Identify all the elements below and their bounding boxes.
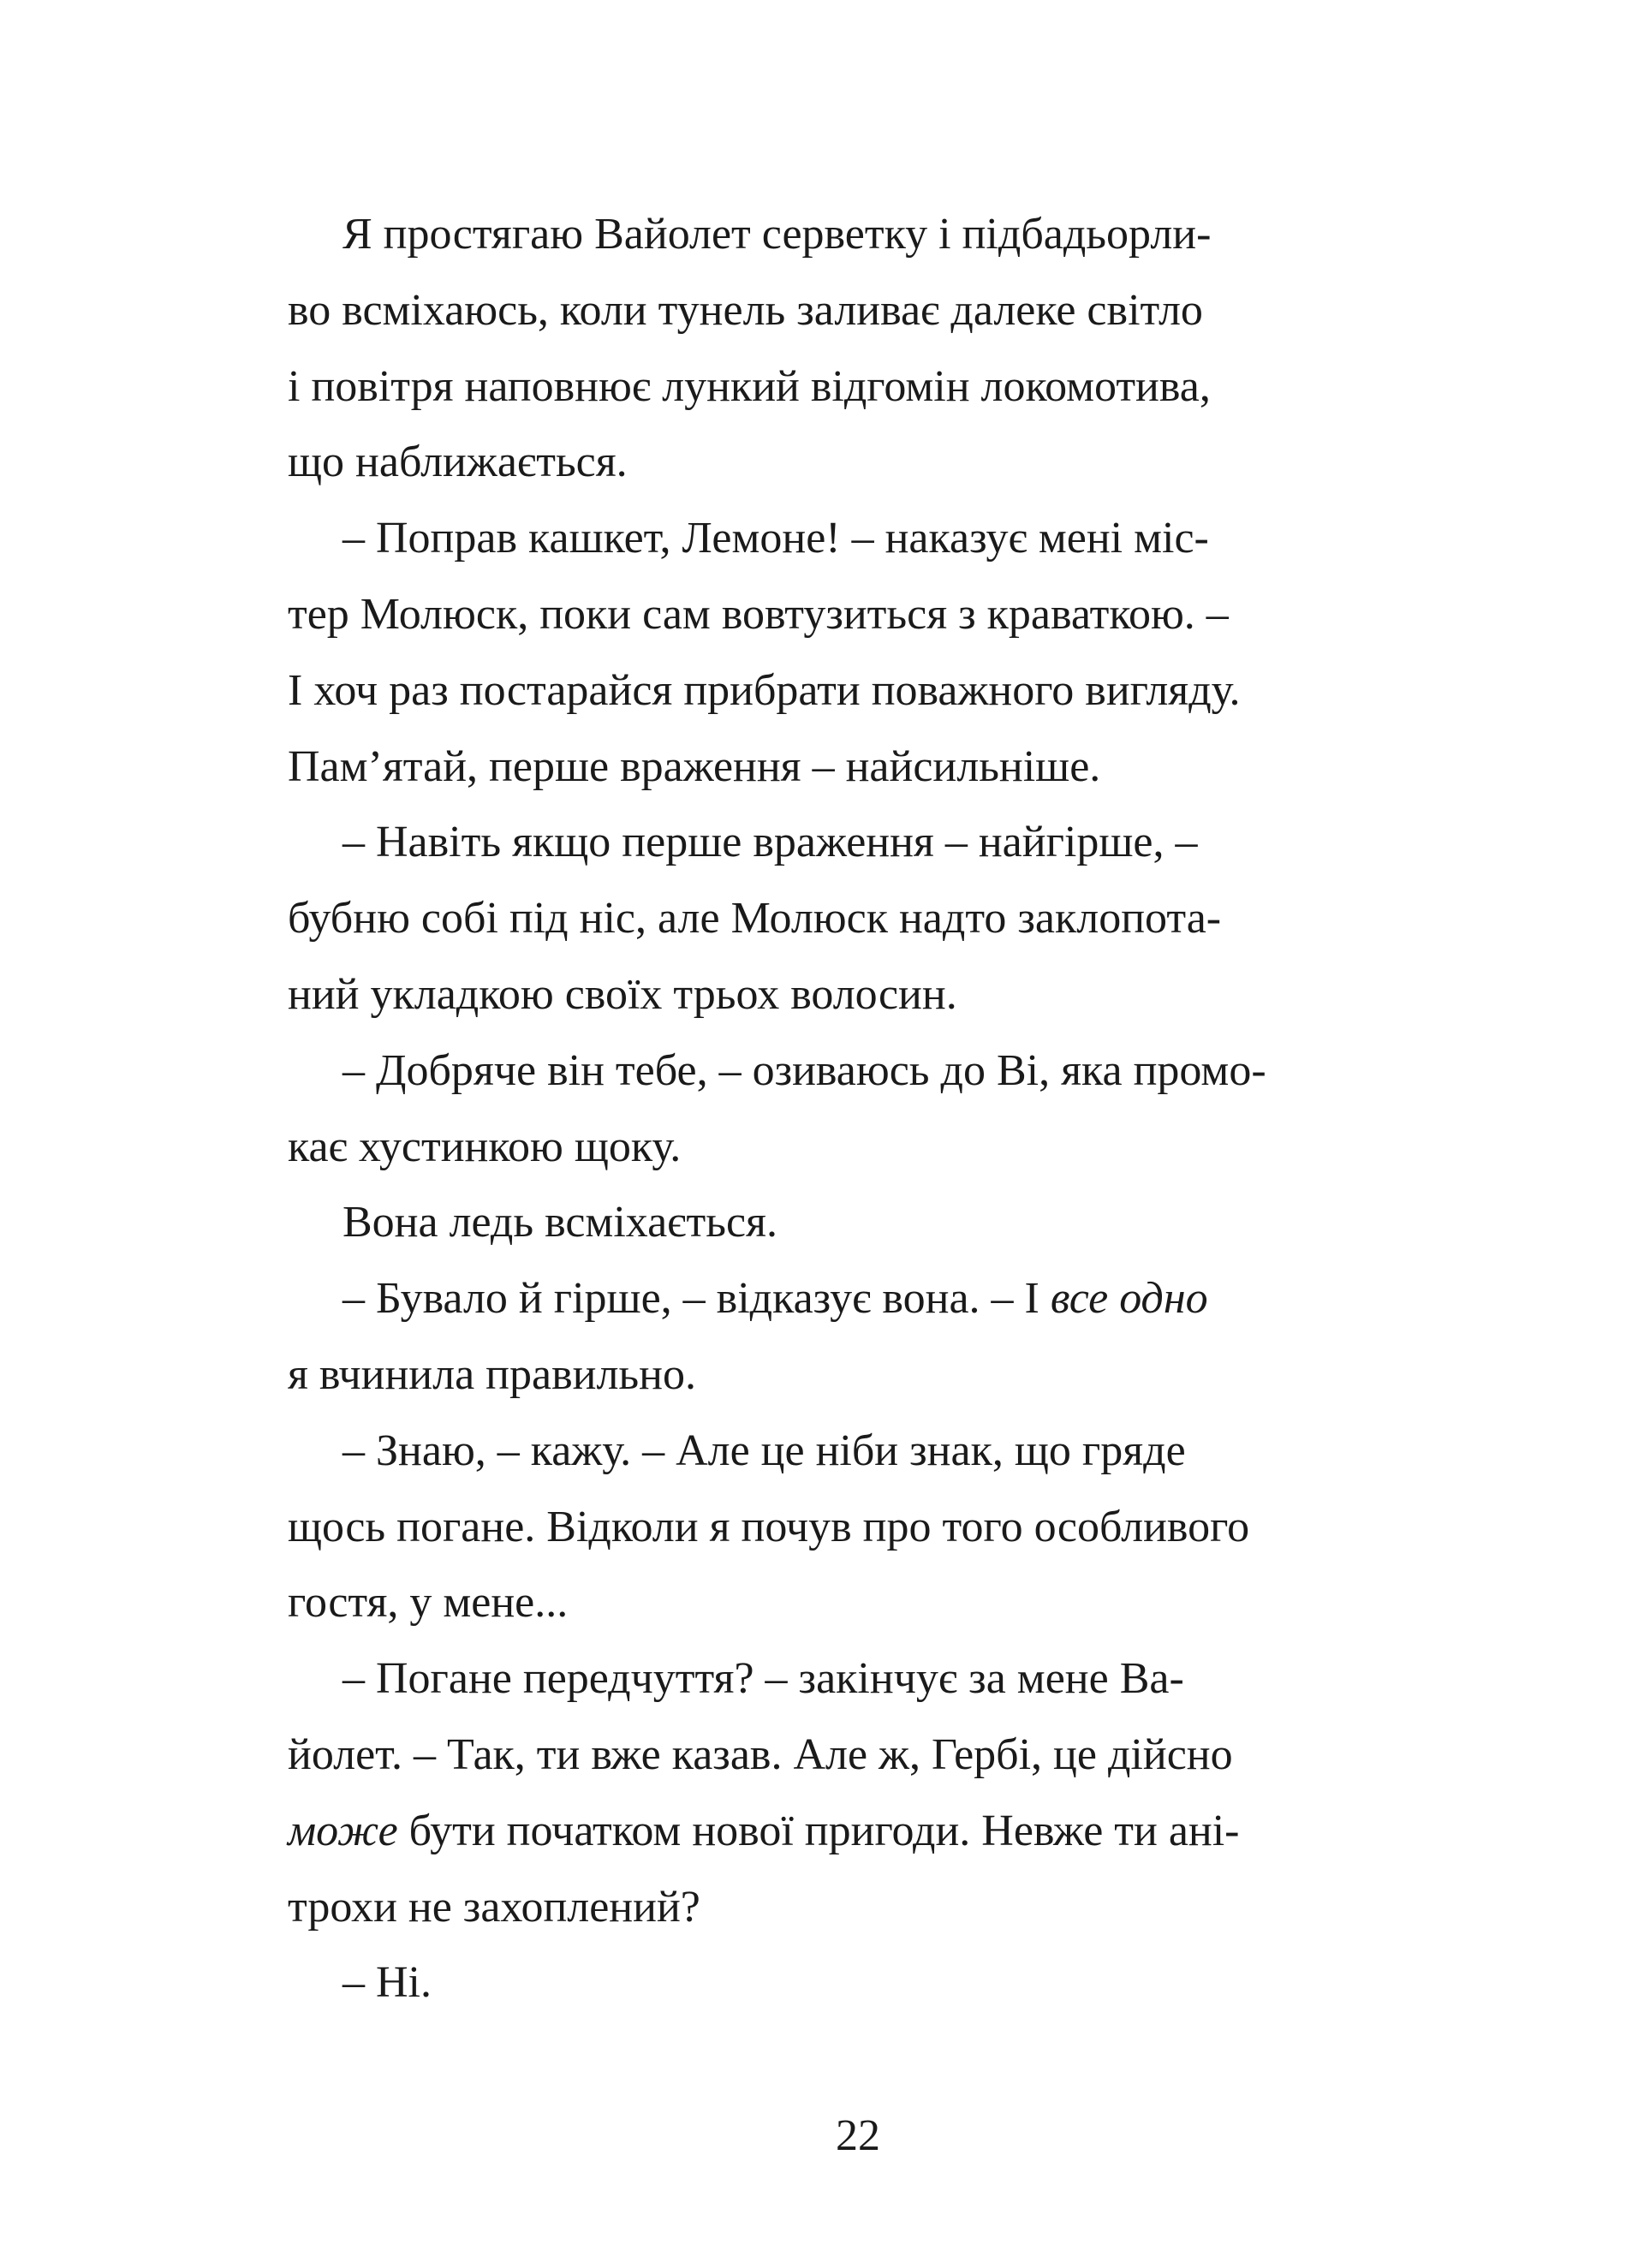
text-line [288, 881, 1428, 957]
text-segment: і повітря наповнює лункий відгомін локомотива, [288, 361, 1211, 411]
text-segment: – Бувало й гірше, – відказує вона. – І [342, 1274, 1051, 1324]
text-line [288, 425, 1428, 501]
page-number: 22 [836, 2111, 880, 2160]
text-segment: Пам’ятай, перше враження – найсильніше. [288, 741, 1101, 791]
text-segment: кає хустинкою щоку. [288, 1122, 682, 1171]
text-line [288, 1414, 1428, 1490]
text-line [288, 1641, 1428, 1717]
text-line [288, 1870, 1428, 1946]
text-segment: – Поправ кашкет, Лемоне! – наказує мені міс- [342, 514, 1209, 563]
text-line [288, 1945, 1428, 2021]
text-segment: Вона ледь всміхається. [342, 1198, 777, 1247]
body-text [288, 197, 1428, 2021]
text-line [288, 1490, 1428, 1566]
italic-text: все одно [1050, 1274, 1208, 1324]
text-segment: що наближається. [288, 438, 628, 487]
text-segment: трохи не захоплений? [288, 1882, 700, 1932]
text-line [288, 1110, 1428, 1186]
text-segment: – Погане передчуття? – закінчує за мене Ва- [342, 1654, 1184, 1704]
text-line [288, 1033, 1428, 1110]
text-line [288, 197, 1428, 273]
text-segment: ний укладкою своїх трьох волосин. [288, 969, 957, 1019]
text-segment: бути початком нової пригоди. Невже ти ані- [397, 1806, 1240, 1855]
italic-text: може [288, 1806, 398, 1855]
text-line [288, 273, 1428, 349]
text-segment: бубню собі під ніс, але Молюск надто заклопота- [288, 894, 1222, 944]
text-line [288, 577, 1428, 653]
text-segment: Я простягаю Вайолет серветку і підбадьорли- [342, 210, 1212, 259]
text-segment: – Добряче він тебе, – озиваюсь до Ві, яка промо- [342, 1045, 1266, 1095]
text-line [288, 653, 1428, 729]
text-line [288, 349, 1428, 426]
text-segment: – Ні. [342, 1958, 432, 2008]
text-segment: І хоч раз постарайся прибрати поважного вигляду. [288, 665, 1241, 715]
text-line [288, 729, 1428, 806]
text-line [288, 1185, 1428, 1261]
text-segment: во всміхаюсь, коли тунель заливає далеке світло [288, 285, 1203, 335]
text-segment: – Навіть якщо перше враження – найгірше, – [342, 818, 1198, 867]
text-segment: я вчинила правильно. [288, 1349, 696, 1399]
text-line [288, 501, 1428, 577]
text-line [288, 1261, 1428, 1337]
text-segment: щось погане. Відколи я почув про того особливого [288, 1502, 1250, 1551]
text-segment: – Знаю, – кажу. – Але це ніби знак, що гряде [342, 1426, 1186, 1475]
text-segment: гостя, у мене... [288, 1578, 569, 1628]
text-line [288, 1794, 1428, 1870]
text-line [288, 1337, 1428, 1414]
text-line [288, 1565, 1428, 1641]
text-segment: тер Молюск, поки сам вовтузиться з краваткою. – [288, 589, 1229, 639]
text-line [288, 957, 1428, 1033]
text-line [288, 805, 1428, 881]
text-line [288, 1717, 1428, 1794]
text-segment: йолет. – Так, ти вже казав. Але ж, Гербі, це дійсно [288, 1729, 1233, 1779]
